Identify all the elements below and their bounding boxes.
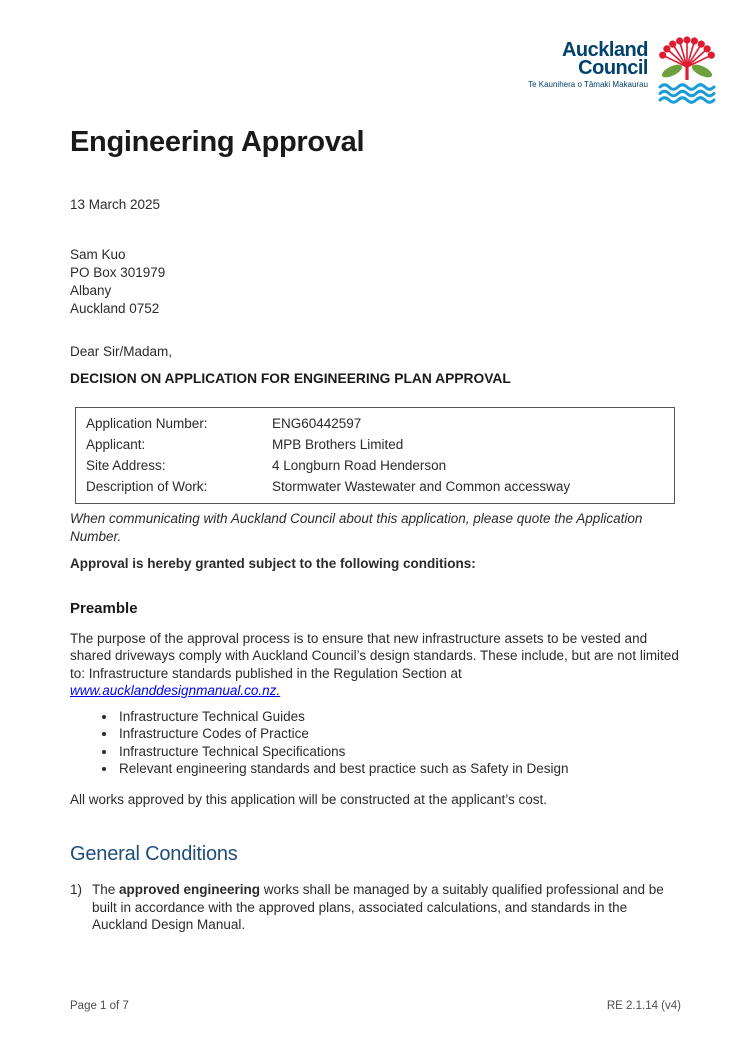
row-label: Description of Work: [86,479,208,494]
applicant-cost-note: All works approved by this application will be constructed at the applicant’s cost. [70,792,548,807]
approval-statement: Approval is hereby granted subject to the following conditions: [70,556,476,571]
preamble-paragraph [70,630,681,699]
row-value: 4 Longburn Road Henderson [272,458,447,473]
logo-wordmark [528,33,648,89]
design-manual-link[interactable]: www.aucklanddesignmanual.co.nz. [70,682,281,698]
logo-tagline: Te Kaunihera o Tāmaki Makaurau [528,80,648,89]
list-item: • Infrastructure Codes of Practice [117,725,681,742]
row-value: Stormwater Wastewater and Common accessway [272,479,571,494]
pohutukawa-icon [652,33,722,110]
list-item: • Relevant engineering standards and best practice such as Safety in Design [117,760,681,777]
letter-date: 13 March 2025 [70,197,161,212]
general-conditions-heading: General Conditions [70,843,238,865]
list-item: • Infrastructure Technical Specifications [117,743,681,760]
recipient-address-block [70,246,681,318]
row-value: MPB Brothers Limited [272,437,404,452]
row-value: ENG60442597 [272,416,362,431]
salutation: Dear Sir/Madam, [70,344,173,359]
application-details-table [75,407,675,504]
table-row [76,455,674,476]
page-footer [70,1000,681,1012]
auckland-council-logo [528,33,722,110]
row-label: Application Number: [86,416,208,431]
recipient-address-line: PO Box 301979 [70,265,166,280]
table-row [76,476,674,497]
preamble-bullet-list [70,708,681,777]
doc-reference: RE 2.1.14 (v4) [606,1000,681,1012]
recipient-name: Sam Kuo [70,247,126,262]
condition-item-1 [70,881,681,934]
row-label: Applicant: [86,437,146,452]
condition-number: 1) [70,882,83,897]
preamble-text: The purpose of the approval process is to ensure that new infrastructure assets to be vested and shared driveways comply with Auckland Council’s design standards. These include, but are not limited to: Infrastructure standards published in the Regulation Section at [70,631,679,681]
decision-heading: DECISION ON APPLICATION FOR ENGINEERING PLAN APPROVAL [70,371,511,386]
page-title: Engineering Approval [70,126,365,158]
logo-name-line1: Auckland [561,39,648,61]
logo-name-line2: Council [578,57,648,79]
row-label: Site Address: [86,458,166,473]
list-item: • Infrastructure Technical Guides [117,708,681,725]
preamble-heading: Preamble [70,600,138,617]
table-row [76,413,674,434]
table-row [76,434,674,455]
condition-text: The approved engineering works shall be managed by a suitably qualified professional and be built in accordance with the approved plans, associated calculations, and standards in the Auckland Design Manual. [92,882,664,932]
recipient-address-line: Albany [70,283,112,298]
quote-application-note: When communicating with Auckland Council about this application, please quote the Application Number. [70,511,643,544]
page-number: Page 1 of 7 [70,1000,129,1012]
condition-bold-text: approved engineering [119,882,261,897]
recipient-address-line: Auckland 0752 [70,301,160,316]
